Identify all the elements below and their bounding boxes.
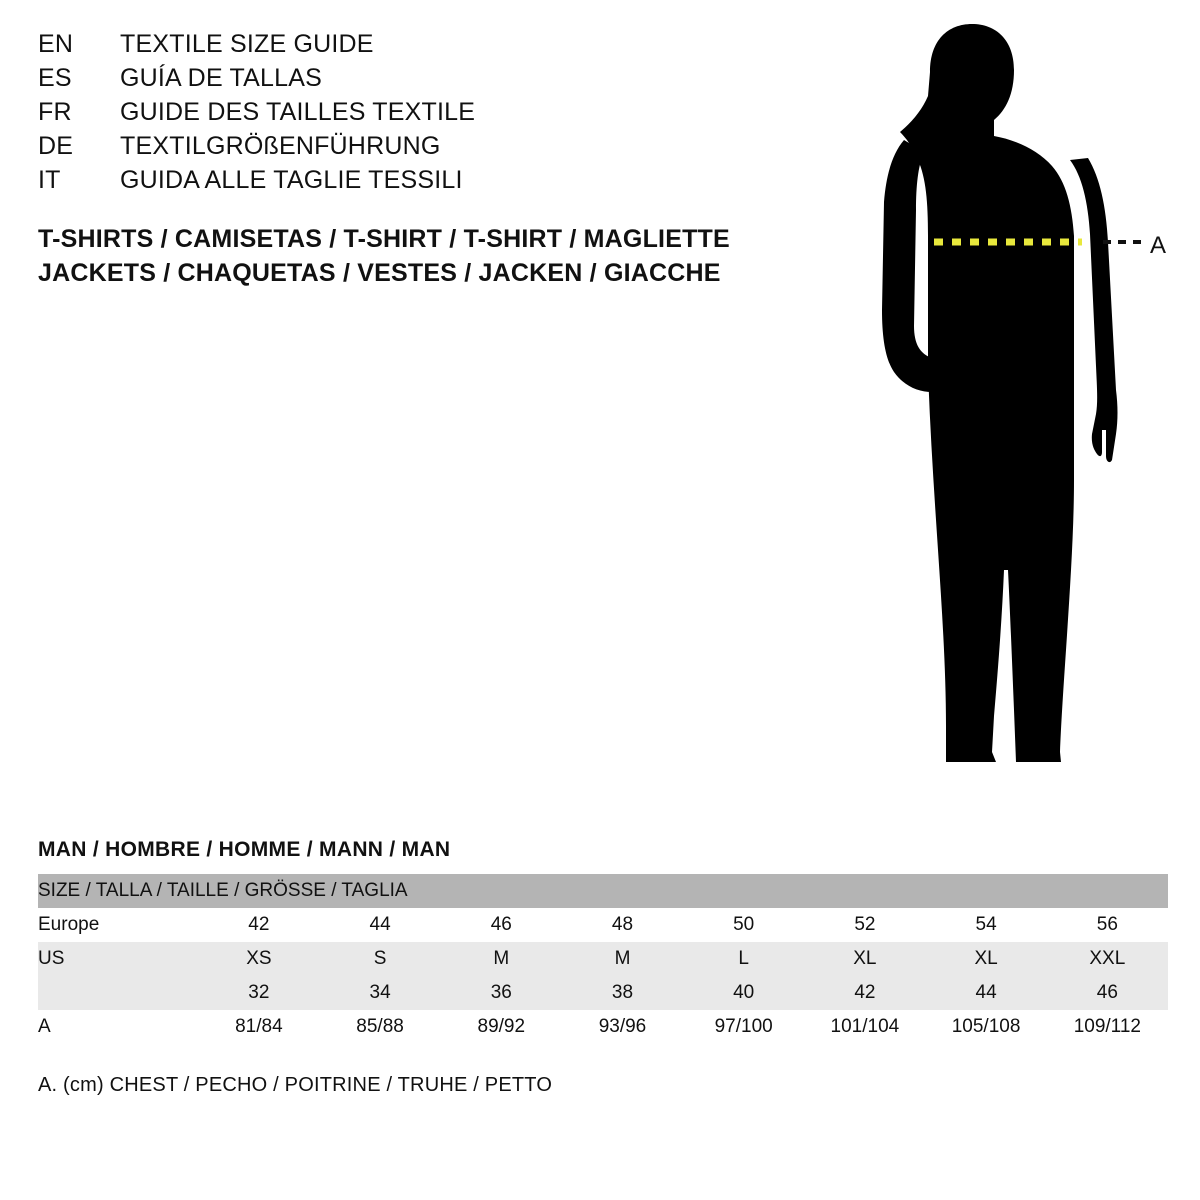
language-row bbox=[38, 30, 738, 64]
cell-value: M bbox=[562, 942, 683, 976]
cell-value: XL bbox=[925, 942, 1046, 976]
cell-value: 54 bbox=[925, 908, 1046, 942]
language-title: GUIDA ALLE TAGLIE TESSILI bbox=[120, 166, 463, 194]
cell-value: 48 bbox=[562, 908, 683, 942]
language-code: IT bbox=[38, 166, 61, 194]
language-code: FR bbox=[38, 98, 72, 126]
language-code: EN bbox=[38, 30, 74, 58]
cell-value: XL bbox=[804, 942, 925, 976]
cell-value: XXL bbox=[1047, 942, 1168, 976]
cell-value: 36 bbox=[441, 976, 562, 1010]
category-tshirts: T-SHIRTS / CAMISETAS / T-SHIRT / T-SHIRT / MAGLIETTE bbox=[38, 225, 730, 253]
language-title: GUIDE DES TAILLES TEXTILE bbox=[120, 98, 476, 126]
table-row bbox=[38, 942, 1168, 976]
language-row bbox=[38, 166, 738, 200]
cell-value: 89/92 bbox=[441, 1010, 562, 1044]
cell-value: 42 bbox=[804, 976, 925, 1010]
cell-value: 42 bbox=[198, 908, 319, 942]
row-label-chest: A bbox=[38, 1010, 198, 1044]
chest-marker-label: A bbox=[1150, 232, 1167, 259]
cell-value: 46 bbox=[1047, 976, 1168, 1010]
language-title: GUÍA DE TALLAS bbox=[120, 64, 322, 92]
cell-value: 44 bbox=[925, 976, 1046, 1010]
table-row bbox=[38, 908, 1168, 942]
row-label-us: US bbox=[38, 942, 198, 976]
man-silhouette bbox=[882, 24, 1118, 762]
cell-value: 52 bbox=[804, 908, 925, 942]
cell-value: 101/104 bbox=[804, 1010, 925, 1044]
size-table-section bbox=[38, 838, 1168, 1097]
cell-value: 38 bbox=[562, 976, 683, 1010]
cell-value: 44 bbox=[319, 908, 440, 942]
cell-value: 105/108 bbox=[925, 1010, 1046, 1044]
table-header-label: SIZE / TALLA / TAILLE / GRÖSSE / TAGLIA bbox=[38, 874, 1168, 908]
table-row bbox=[38, 976, 1168, 1010]
cell-value: 46 bbox=[441, 908, 562, 942]
language-title: TEXTILGRÖßENFÜHRUNG bbox=[120, 132, 441, 160]
cell-value: 34 bbox=[319, 976, 440, 1010]
cell-value: 109/112 bbox=[1047, 1010, 1168, 1044]
language-code: ES bbox=[38, 64, 72, 92]
row-label-europe: Europe bbox=[38, 908, 198, 942]
table-row bbox=[38, 1010, 1168, 1044]
cell-value: 97/100 bbox=[683, 1010, 804, 1044]
language-row bbox=[38, 98, 738, 132]
cell-value: M bbox=[441, 942, 562, 976]
garment-categories bbox=[38, 222, 798, 290]
size-table bbox=[38, 874, 1168, 1044]
cell-value: 85/88 bbox=[319, 1010, 440, 1044]
cell-value: 56 bbox=[1047, 908, 1168, 942]
cell-value: 40 bbox=[683, 976, 804, 1010]
table-header-row bbox=[38, 874, 1168, 908]
cell-value: 32 bbox=[198, 976, 319, 1010]
body-figure-illustration bbox=[820, 10, 1180, 800]
language-row bbox=[38, 132, 738, 166]
cell-value: 93/96 bbox=[562, 1010, 683, 1044]
category-jackets: JACKETS / CHAQUETAS / VESTES / JACKEN / GIACCHE bbox=[38, 259, 721, 287]
cell-value: 50 bbox=[683, 908, 804, 942]
cell-value: L bbox=[683, 942, 804, 976]
cell-value: S bbox=[319, 942, 440, 976]
language-header-block bbox=[38, 30, 738, 200]
cell-value: XS bbox=[198, 942, 319, 976]
language-code: DE bbox=[38, 132, 74, 160]
language-title: TEXTILE SIZE GUIDE bbox=[120, 30, 374, 58]
chest-marker-leader-line bbox=[1103, 240, 1143, 244]
cell-value: 81/84 bbox=[198, 1010, 319, 1044]
measurement-footnote: A. (cm) CHEST / PECHO / POITRINE / TRUHE / PETTO bbox=[38, 1074, 553, 1096]
language-row bbox=[38, 64, 738, 98]
row-label-us-numeric bbox=[38, 976, 198, 1010]
table-group-title: MAN / HOMBRE / HOMME / MANN / MAN bbox=[38, 838, 451, 861]
